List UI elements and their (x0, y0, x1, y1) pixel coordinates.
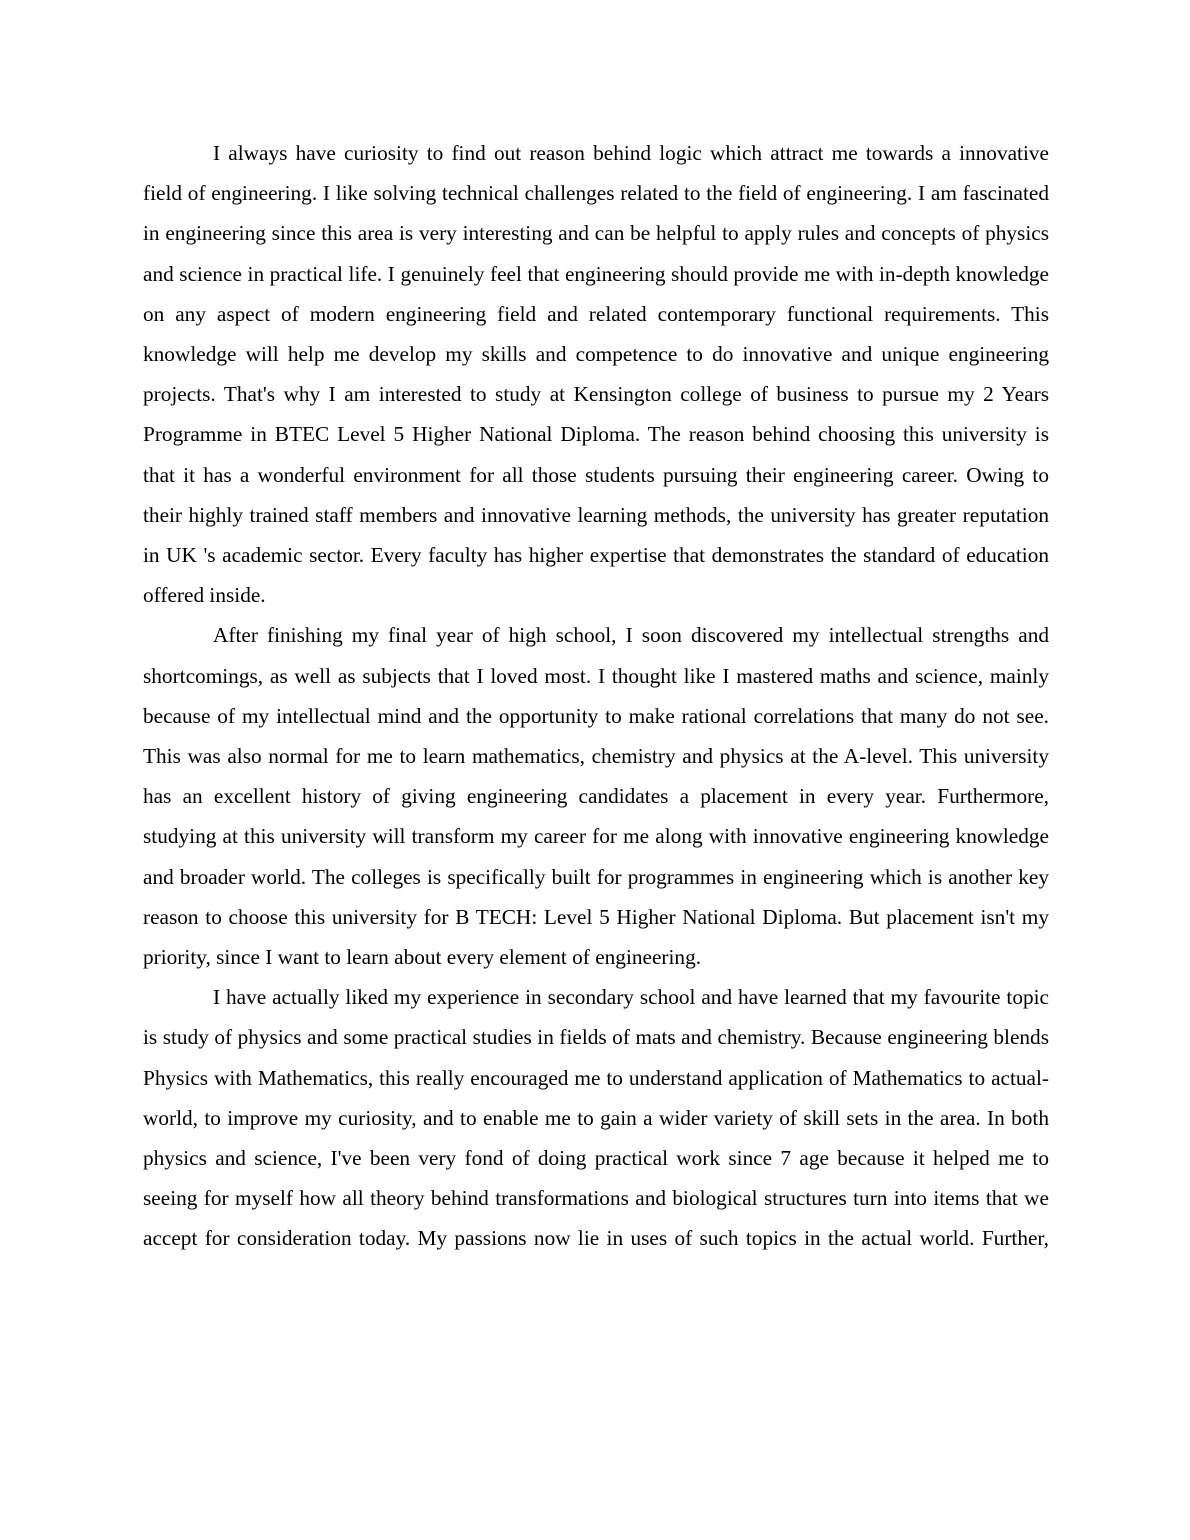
document-body (143, 133, 1049, 1259)
paragraph-3: I have actually liked my experience in secondary school and have learned that my favourite topic is study of physics and some practical studies in fields of mats and chemistry. Because engineering blends Physics with Mathematics, this really encouraged me to understand application of Mathematics to actual-world, to improve my curiosity, and to enable me to gain a wider variety of skill sets in the area. In both physics and science, I've been very fond of doing practical work since 7 age because it helped me to seeing for myself how all theory behind transformations and biological structures turn into items that we accept for consideration today. My passions now lie in uses of such topics in the actual world. Further, (143, 985, 1049, 1251)
paragraph-1: I always have curiosity to find out reason behind logic which attract me towards a innovative field of engineering. I like solving technical challenges related to the field of engineering. I am fascinated in engineering since this area is very interesting and can be helpful to apply rules and concepts of physics and science in practical life. I genuinely feel that engineering should provide me with in-depth knowledge on any aspect of modern engineering field and related contemporary functional requirements. This knowledge will help me develop my skills and competence to do innovative and unique engineering projects. That's why I am interested to study at Kensington college of business to pursue my 2 Years Programme in BTEC Level 5 Higher National Diploma. The reason behind choosing this university is that it has a wonderful environment for all those students pursuing their engineering career. Owing to their highly trained staff members and innovative learning methods, the university has greater reputation in UK 's academic sector. Every faculty has higher expertise that demonstrates the standard of education offered inside. (143, 141, 1049, 608)
paragraph-2: After finishing my final year of high school, I soon discovered my intellectual strengths and shortcomings, as well as subjects that I loved most. I thought like I mastered maths and science, mainly because of my intellectual mind and the opportunity to make rational correlations that many do not see. This was also normal for me to learn mathematics, chemistry and physics at the A-level. This university has an excellent history of giving engineering candidates a placement in every year. Furthermore, studying at this university will transform my career for me along with innovative engineering knowledge and broader world. The colleges is specifically built for programmes in engineering which is another key reason to choose this university for B TECH: Level 5 Higher National Diploma. But placement isn't my priority, since I want to learn about every element of engineering. (143, 623, 1049, 970)
